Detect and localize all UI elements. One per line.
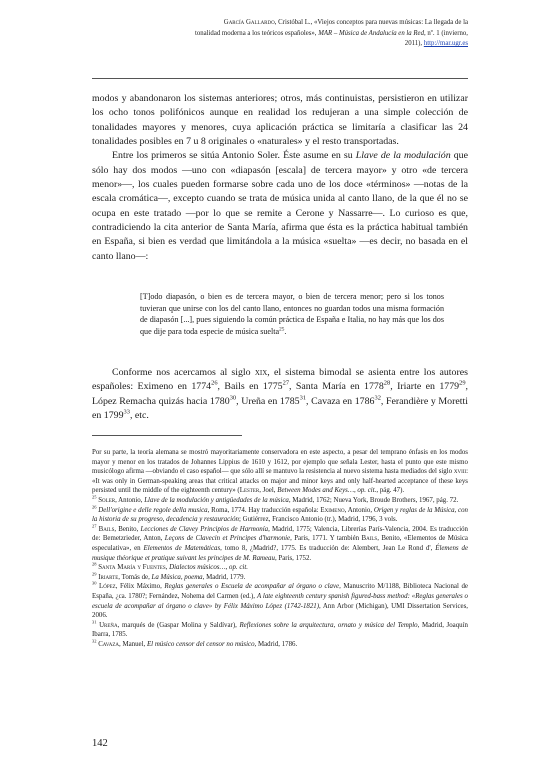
fn26-title: Dell'origine e delle regole della musica: [98, 506, 208, 514]
note-ref-32[interactable]: 32: [374, 394, 381, 402]
note-ref-33[interactable]: 33: [123, 408, 130, 416]
header-line1-rest: , Cristóbal L., «Viejos conceptos para nuevas músicas: La llegada de la: [274, 19, 468, 26]
fn-cont-d: , pág. 47).: [376, 487, 405, 495]
fn32-author: Cavaza: [98, 640, 120, 648]
note-ref-26[interactable]: 26: [211, 380, 218, 388]
p2-text-a: Entre los primeros se sitúa Antonio Soler. Éste asume en su: [112, 150, 356, 162]
main-text: [92, 92, 468, 264]
header-line-3: [92, 39, 468, 50]
fn30-num: 30: [92, 581, 97, 587]
fn30-title: Reglas generales o Escuela de acompañar al órgano o clave: [164, 583, 340, 591]
header-line3-start: 2011),: [404, 40, 424, 47]
fn27-title4: Élemens de musique théorique et pratique suivant les principes de M. Rameau: [92, 544, 469, 562]
header-rule: [92, 78, 468, 79]
header-line-1: [92, 18, 468, 29]
footnote-28: [92, 563, 468, 573]
header-author: García Gallardo: [223, 19, 275, 26]
fn31-b: , Madrid, Joaquín Ibarra, 1785.: [92, 621, 468, 639]
fn27-num: 27: [92, 523, 97, 529]
fn27-author: Bails: [98, 525, 115, 533]
header-url-link[interactable]: http://mar.ugr.es: [423, 40, 468, 47]
note-ref-30[interactable]: 30: [229, 394, 237, 402]
fn26-c: ; Gutiérrez, Francisco Antonio (tr.), Madrid, 1796, 3 vols.: [238, 516, 398, 524]
note-ref-29[interactable]: 29: [459, 380, 466, 388]
fn30-b: , Manuscrito M/1188, Biblioteca Nacional de España, ¿ca. 1780?; Fernández, Nohema del Carmen (ed.),: [92, 583, 468, 600]
paragraph-2: [92, 149, 468, 264]
page-number: 142: [92, 738, 108, 749]
fn27-author2: Bails: [361, 535, 378, 543]
header-journal: MAR – Música de Andalucía en la Red: [318, 29, 424, 37]
quote-note-ref[interactable]: 25: [279, 326, 285, 333]
header-line2-end: , nº. 1 (invierno,: [423, 29, 468, 37]
fn30-a: , Félix Máximo,: [115, 583, 165, 591]
p3-h: , Cavaza en 1786: [306, 395, 375, 407]
fn-cont-century: xviii: [453, 468, 467, 476]
fn28-title: Dialectos músicos…, op. cit.: [169, 564, 248, 572]
footnote-32: [92, 640, 468, 650]
quote-end: .: [284, 326, 287, 336]
note-ref-27[interactable]: 27: [282, 380, 290, 388]
fn32-a: , Manuel,: [119, 640, 147, 648]
fn-cont-a: Por su parte, la teoría alemana se mostró mayoritariamente conservadora en este aspecto, a pesar del temprano énfasis en los modos mayor y menor en los tratados de Johannes Lippius de 1610 y 1612, por ejemplo que señala Lester, hasta el punto que este mismo musicólogo afirma —obviando el caso español— que sólo allí se mantuvo la resistencia al nuevo sistema hasta mediados del siglo: [92, 449, 468, 476]
fn29-a: , Tomás de,: [118, 573, 152, 581]
fn32-title: El músico censor del censor no músico: [146, 640, 255, 648]
fn25-num: 25: [92, 494, 97, 500]
fn-cont-author: Lester: [239, 487, 260, 495]
fn27-b: , Madrid, 1775; Valencia, Librerías París-Valencia, 2004. Es traducción de: Bemetzrieder, Anton,: [92, 525, 469, 543]
fn31-a: , marqués de (Gaspar Molina y Saldívar),: [117, 621, 240, 629]
fn27-title: Lecciones de Clavey Principios de Harmonía: [140, 525, 269, 533]
fn30-title2: A late eighteenth century spanish figured-bass method: «Reglas generales o escuela de acompañar al órgano o clave» by Félix Máximo López (1742-1821): [92, 592, 468, 610]
fn28-a: ,: [165, 564, 170, 572]
fn27-c: , Paris, 1771. Y también: [290, 535, 362, 543]
fn30-author: López: [99, 583, 116, 591]
running-header: [92, 18, 468, 50]
fn27-d: , Benito, «Elementos de Música especulativa», en: [92, 535, 468, 552]
fn-cont-title: Between Modes and Keys…, op. cit.: [277, 487, 377, 495]
footnote-25: [92, 496, 468, 506]
fn-cont-c: , Joel,: [259, 487, 278, 495]
p3-f: , López Remacha quizás hacia 1780: [92, 381, 468, 407]
p3-e: , Iriarte en 1779: [390, 381, 460, 393]
fn26-num: 26: [92, 504, 97, 510]
p2-text-b: que sólo hay dos modos —uno con «diapasón [escala] de tercera mayor» y otro «de tercera menor»—, los cuales pueden formarse sobre cada uno de los doce «términos» —notas de la escala cromática—, excepto cuando se trata de música unida al canto llano, de la que él no se ocupa en este tratado —por lo que se remite a Cerone y Nassarre—. Lo curioso es que, contradiciendo la cita anterior de Santa María, afirma que ésta es la práctica habitual también en España, si bien es verdad que limitándola a la música «suelta» —es decir, no basada en el canto llano—:: [92, 150, 468, 262]
p3-century: xix: [254, 367, 268, 378]
p3-g: , Ureña en 1785: [236, 395, 300, 407]
fn28-author: Santa María y Fuentes: [98, 564, 166, 572]
p3-j: , etc.: [129, 410, 149, 422]
footnotes: [92, 448, 468, 649]
fn26-author: Eximeno: [320, 506, 345, 514]
fn26-a: , Roma, 1774. Hay traducción española:: [207, 506, 321, 514]
fn32-b: , Madrid, 1786.: [254, 640, 298, 648]
quote-text: [T]odo diapasón, o bien es de tercera mayor, o bien de tercera menor; pero si los tonos tuvieran que unirse con los del canto llano, entonces no guardan todos una misma formación de diapasón [...], pues siguiendo la común práctica de España e Italia, no hay más que los dos que dije para toda especie de música suelta: [140, 292, 444, 336]
fn31-num: 31: [92, 619, 97, 625]
fn25-title: Llave de la modulación y antigüedades de la música: [144, 496, 289, 504]
fn27-e: , tomo 8, ¿Madrid?, 1775. Es traducción de: Alembert, Jean Le Rond d',: [220, 544, 436, 552]
footnote-31: [92, 621, 468, 640]
footnote-27: [92, 525, 468, 563]
fn27-a: , Benito,: [114, 525, 141, 533]
header-line2-text: tonalidad moderna a los teóricos españoles»,: [194, 29, 319, 37]
fn27-title3: Elementos de Matemáticas: [143, 544, 221, 552]
main-text-continued: [92, 366, 468, 423]
fn25-b: , Madrid, 1762; Nueva York, Broude Brothers, 1967, pág. 72.: [288, 496, 459, 504]
fn26-title2: Origen y reglas de la Música, con la historia de su progreso, decadencia y restauración: [92, 506, 468, 524]
footnote-rule: [92, 435, 242, 436]
p3-a: Conforme nos acercamos al siglo: [112, 367, 255, 378]
fn31-title: Reflexiones sobre la arquitectura, ornato y música del Templo: [239, 621, 418, 629]
p3-d: , Santa María en 1778: [289, 381, 384, 393]
note-ref-28[interactable]: 28: [383, 380, 391, 388]
fn31-author: Ureña: [99, 621, 118, 629]
fn30-c: , Ann Arbor (Michigan), UMI Dissertation Services, 2006.: [92, 602, 468, 620]
fn27-f: , Paris, 1752.: [274, 554, 312, 562]
fn29-b: , Madrid, 1779.: [202, 573, 246, 581]
footnote-26: [92, 506, 468, 525]
p3-b: , el sistema bimodal se asienta entre los autores españoles: Eximeno en 1774: [92, 367, 468, 393]
paragraph-1: modos y abandonaron los sistemas anteriores; otros, más continuistas, persistieron en utilizar los ocho tonos polifónicos aunque en realidad los redujeran a una simple colección de tonalidades mayores y menores, cuya aplicación práctica se limitaría a clasificar las 24 tonalidades posibles en 7 u 8 originales o «naturales» y el resto transportadas.: [92, 93, 468, 148]
fn29-title: La Música, poema: [151, 573, 203, 581]
fn29-num: 29: [92, 571, 97, 577]
fn-cont-b: : «It was only in German-speaking areas that critical attacks on major and minor keys and only half-hearted acceptance of these keys persisted until the middle of the eighteenth century» (: [92, 468, 468, 495]
fn26-b: , Antonio,: [344, 506, 374, 514]
fn25-author: Soler: [98, 496, 116, 504]
fn28-num: 28: [92, 561, 97, 567]
footnote-30: [92, 582, 468, 620]
header-line-2: [92, 29, 468, 40]
fn27-title2: Leçons de Clavecin et Principes d'harmonie: [164, 535, 291, 543]
note-ref-31[interactable]: 31: [299, 394, 307, 402]
fn25-a: , Antonio,: [115, 496, 145, 504]
paragraph-3: [92, 366, 468, 423]
p3-c: , Bails en 1775: [217, 381, 283, 393]
fn32-num: 32: [92, 638, 97, 644]
footnote-continued: [92, 448, 468, 496]
p3-i: , Ferandière y Moretti en 1799: [92, 395, 469, 422]
p2-title: Llave de la modulación: [355, 150, 451, 162]
block-quote: [140, 291, 444, 337]
fn29-author: Iriarte: [98, 573, 119, 581]
footnote-29: [92, 573, 468, 583]
